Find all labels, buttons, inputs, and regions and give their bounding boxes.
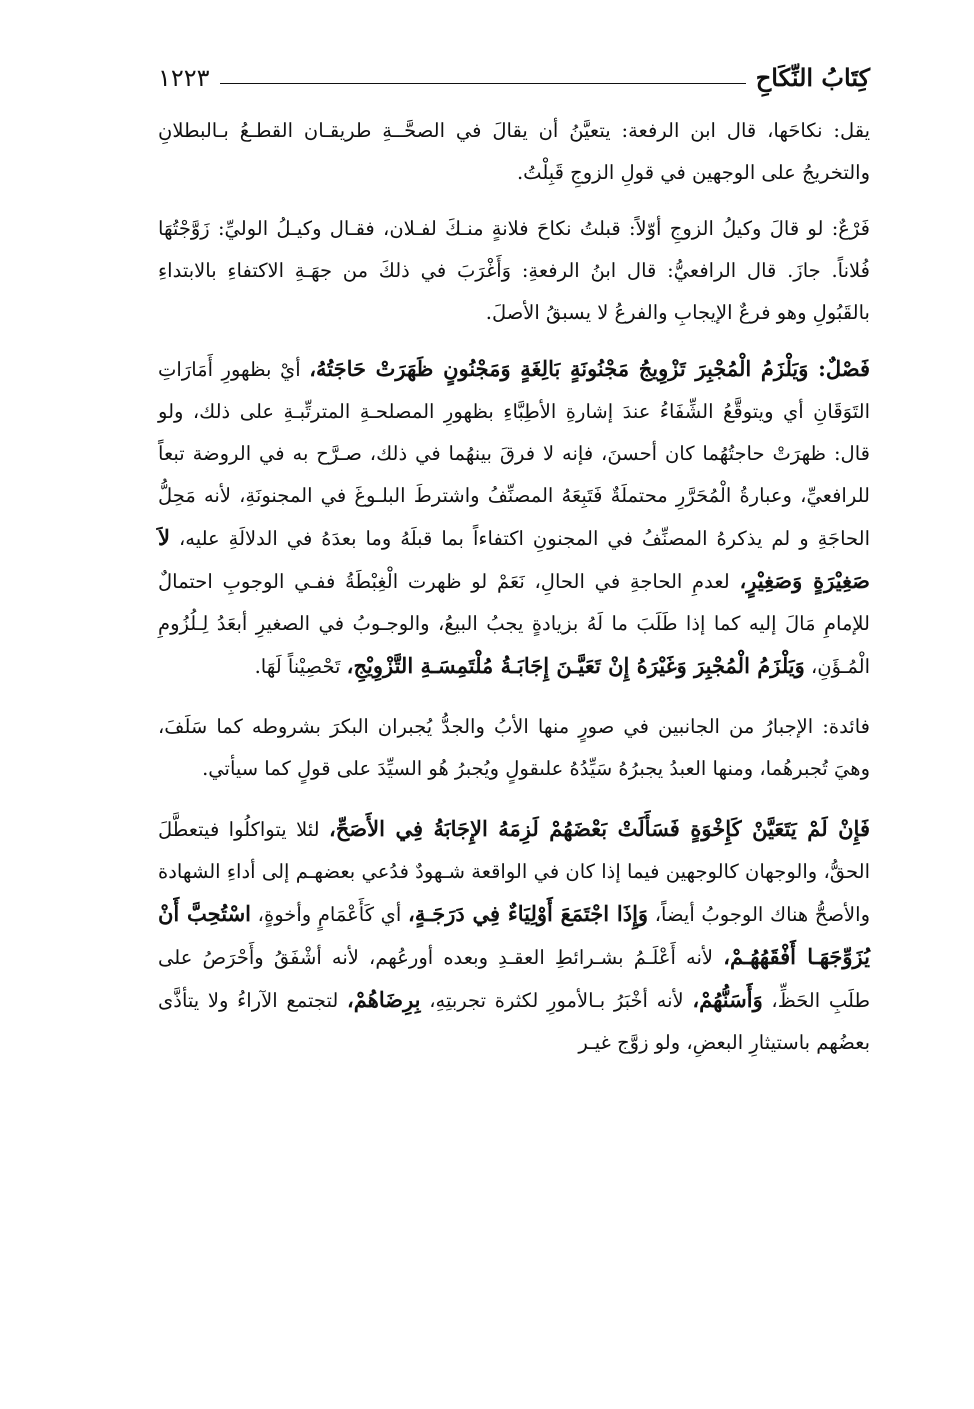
paragraph-4 xyxy=(158,706,870,790)
paragraph-3 xyxy=(158,348,870,688)
paragraph-1 xyxy=(158,110,870,194)
page-header xyxy=(158,40,870,96)
sharh-text: لتجتمع الآراءُ ولا يتأذَّى بعضُهم باستيثارِ البعضِ، ولو زوَّج غيـر xyxy=(158,989,870,1054)
matn-text: لاَ صَغِيْرَةٍ وَصَغِيْرٍ، xyxy=(158,525,870,593)
matn-text: وَأَسَنُّهُمْ، xyxy=(692,987,763,1012)
sharh-text: لأنه أَعْلَـمُ بشـرائطِ العقـدِ وبعده أورعُهم، لأنه أشْفَقُ وأَحْرَصُ على طلَبِ الحَظِّ، xyxy=(158,946,870,1012)
sharh-text: أي كَأَعْمَامٍ وأخوةٍ، xyxy=(251,903,409,926)
sharh-text: لأنه أخْبَرُ بـالأمورِ لكثرة تجربتِهِ، xyxy=(420,989,693,1012)
document-page xyxy=(158,40,870,1064)
sharh-text: تَحْصِيْناً لَهَا. xyxy=(254,655,347,678)
matn-text: وَإِذَا اجْتَمَعَ أَوْلِيَاءٌ فِي دَرَجَـةٍ، xyxy=(408,901,649,926)
matn-text: وَيَلْزَمُ الْمُجْبِرَ وَغَيْرَهُ إِنْ تَعَيَّـنَ إِجَابَـةُ مُلْتَمِسَـةِ التَّزْوِيْجِ، xyxy=(346,653,805,678)
paragraph-1-text: يقل: نكاحَها، قال ابن الرفعة: يتعيَّنُ أن يقالَ في الصحَّــةِ طريقـان القطـعُ بـالبطلانِ والتخريجُ على الوجهين في قولِ الزوجِ قَبِلْتُ. xyxy=(158,119,870,184)
paragraph-4-text: فائدة: الإجبارُ من الجانبين في صورٍ منها الأبُ والجدُّ يُجبران البكرَ بشروطه كما سَلَفَ، وهيَ تُجبرهُما، ومنها العبدُ يجبرُهُ سَيِّدُهُ علىقولٍ ويُجبرُ هُو السيِّدَ على قولٍ كما سيأتي. xyxy=(158,715,870,780)
chapter-title: كِتَابُ النِّكَاحِ xyxy=(755,63,870,92)
paragraph-2-text: فَرْعٌ: لو قالَ وكيلُ الزوجِ أوّلاً: قبلتُ نكاحَ فلانةٍ منـكَ لفـلان، فقـال وكيـلُ الوليِّ: زَوَّجْتُهَا فُلاناً. جازَ. قال الرافعيُّ: قال ابنُ الرفعةِ: وَأَغْرَبَ في ذلكَ من جهَـةِ الاكتفاءِ بالابتداءِ بالقَبُولِ وهو فرعٌ الإيجابِ والفرعُ لا يسبقُ الأصلَ. xyxy=(158,217,870,324)
header-rule xyxy=(220,83,746,84)
paragraph-2 xyxy=(158,208,870,334)
paragraph-5 xyxy=(158,808,870,1064)
sharh-text: لعدمِ الحاجةِ في الحالِ، نَعَمْ لو ظهرت الْغِبْطَةُ ففـي الوجوبِ احتمالٌ للإمامِ مَالَ إليه كما إذا طَلَبَ ما لَهُ بزيادةٍ يجبُ البيعُ، والوجـوبُ في الصغيرِ أبعَدُ لِـلُزُومِ الْمُـؤَنِ، xyxy=(158,570,870,678)
sharh-text: أيْ بظهورِ أَمَارَاتِ التَوَقَانِ أي ويتوقَّعُ الشِّفَاءُ عندَ إشارةِ الأطِبَّاءِ بظهورِ المصلحـةِ المترتِّبـةِ على ذلك، ولو قال: ظهرَتْ حاجتُهُما كان أحسنَ، فإنه لا فرقَ بينهُما في ذلك، صـرَّح به في الروضة تبعاً للرافعيِّ، وعبارةُ الْمُحَرَّرِ محتملَةٌ فَتَبِعَهُ المصنِّفُ واشترطَ البلـوغَ في المجنونَةِ، لأنه مَحِلُّ الحاجَةِ و لم يذكرهُ المصنِّفُ في المجنونِ اكتفاءاً بما قبلَهُ وما بعدَهُ في الدلالَةِ عليه، xyxy=(158,358,870,550)
matn-text: فَإِنْ لَمْ يَتَعَيَّنْ كَإِخْوَةٍ فَسَأَلَتْ بَعْضَهُمْ لَزِمَهُ الإِجَابَةُ فِي الأَصَحِّ، xyxy=(328,816,870,841)
matn-text: اسْتُحِبَّ أَنْ يُزَوِّجَهَـا أَفْقَهُهُـمْ، xyxy=(158,901,870,969)
sharh-text: لئلا يتواكلُوا فيتعطَّلَ الحقُّ، والوجهان كالوجهين فيما إذا كان في الواقعة شـهودٌ فدُعي بعضهـم إلى أداءِ الشهادة والأصحُّ هناك الوجوبُ أيضاً، xyxy=(158,818,870,926)
page-number: ١٢٢٣ xyxy=(158,64,210,92)
matn-text: بِرِضَاهُمْ، xyxy=(347,987,421,1012)
matn-text: فَصْلٌ: وَيَلْزَمُ الْمُجْبِرَ تَزْوِيجُ مَجْنُونَةٍ بَالِغَةٍ وَمَجْنُونٍ ظَهَرَتْ حَاجَتُهُ، xyxy=(309,356,870,381)
